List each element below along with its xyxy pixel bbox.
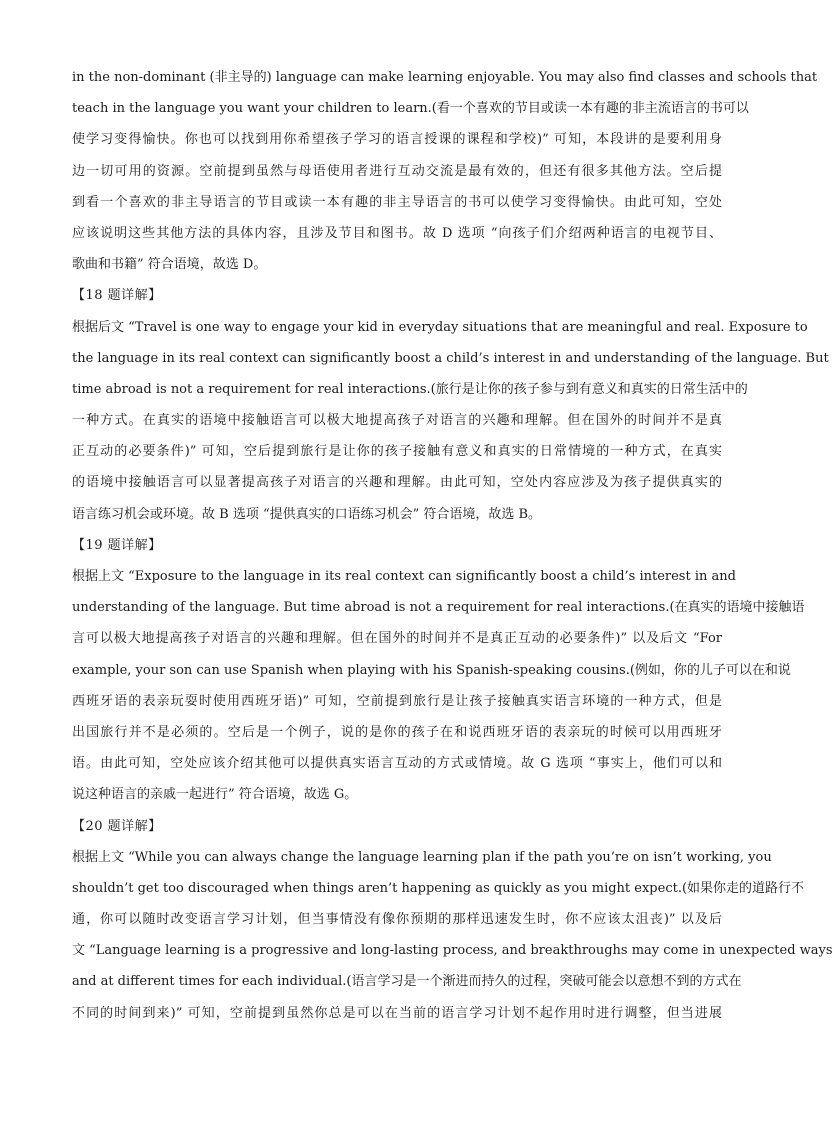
text-line: shouldn’t get too discouraged when things aren’t happening as quickly as you might expect.(如果你走的道路行不 — [72, 880, 805, 896]
section-heading: 【18 题详解】 — [72, 288, 162, 304]
text-line: 应该说明这些其他方法的具体内容，且涉及节目和图书。故 D 选项 “向孩子们介绍两种语言的电视节目、 — [72, 225, 722, 241]
text-line: example, your son can use Spanish when playing with his Spanish-speaking cousins.(例如，你的儿子可以在和说 — [72, 662, 791, 678]
text-line: 通，你可以随时改变语言学习计划，但当事情没有像你预期的那样迅速发生时，你不应该太沮丧)” 以及后 — [72, 912, 722, 928]
text-line: 的语境中接触语言可以显著提高孩子对语言的兴趣和理解。由此可知，空处内容应涉及为孩子提供真实的 — [72, 475, 722, 491]
section-heading: 【19 题详解】 — [72, 537, 162, 553]
text-line: 根据后文 “Travel is one way to engage your kid in everyday situations that are meaningful and real. Exposure to — [72, 319, 808, 335]
block-17-continued — [72, 62, 818, 280]
text-line: 西班牙语的表亲玩耍时使用西班牙语)” 可知，空前提到旅行是让孩子接触真实语言环境的一种方式，但是 — [72, 693, 722, 709]
document-body — [72, 62, 833, 1029]
section-18 — [72, 280, 829, 530]
section-19 — [72, 530, 805, 811]
text-line: 歌曲和书籍” 符合语境，故选 D。 — [72, 257, 267, 273]
text-line: 一种方式。在真实的语境中接触语言可以极大地提高孩子对语言的兴趣和理解。但在国外的时间并不是真 — [72, 413, 722, 429]
text-line: and at different times for each individual.(语言学习是一个渐进而持久的过程，突破可能会以意想不到的方式在 — [72, 974, 742, 990]
section-20 — [72, 811, 833, 1029]
text-line: 根据上文 “While you can always change the language learning plan if the path you’re on isn’t working, you — [72, 849, 772, 865]
text-line: 言可以极大地提高孩子对语言的兴趣和理解。但在国外的时间并不是真正互动的必要条件)” 以及后文 “For — [72, 631, 722, 647]
text-line: 到看一个喜欢的非主导语言的节目或读一本有趣的非主导语言的书可以使学习变得愉快。由此可知，空处 — [72, 194, 722, 210]
text-line: understanding of the language. But time abroad is not a requirement for real interactions.(在真实的语境中接触语 — [72, 600, 805, 616]
text-line: 语。由此可知，空处应该介绍其他可以提供真实语言互动的方式或情境。故 G 选项 “事实上，他们可以和 — [72, 756, 722, 772]
text-line: 出国旅行并不是必须的。空后是一个例子，说的是你的孩子在和说西班牙语的表亲玩的时候可以用西班牙 — [72, 724, 722, 740]
text-line: 说这种语言的亲戚一起进行” 符合语境，故选 G。 — [72, 787, 358, 803]
text-line: in the non-dominant (非主导的) language can make learning enjoyable. You may also find classes and schools that — [72, 70, 818, 85]
text-line: 正互动的必要条件)” 可知，空后提到旅行是让你的孩子接触有意义和真实的日常情境的一种方式，在真实 — [72, 444, 722, 460]
section-heading: 【20 题详解】 — [72, 818, 162, 834]
text-line: time abroad is not a requirement for real interactions.(旅行是让你的孩子参与到有意义和真实的日常生活中的 — [72, 381, 748, 397]
text-line: 语言练习机会或环境。故 B 选项 “提供真实的口语练习机会” 符合语境，故选 B。 — [72, 506, 542, 522]
text-line: 根据上文 “Exposure to the language in its real context can significantly boost a child’s interest in and — [72, 569, 736, 584]
text-line: the language in its real context can significantly boost a child’s interest in and understanding of the language. But — [72, 350, 829, 366]
text-line: 使学习变得愉快。你也可以找到用你希望孩子学习的语言授课的课程和学校)” 可知，本段讲的是要利用身 — [72, 132, 722, 148]
text-line: 边一切可用的资源。空前提到虽然与母语使用者进行互动交流是最有效的，但还有很多其他方法。空后提 — [72, 163, 722, 179]
text-line: teach in the language you want your children to learn.(看一个喜欢的节目或读一本有趣的非主流语言的书可以 — [72, 101, 749, 117]
text-line: 不同的时间到来)” 可知，空前提到虽然你总是可以在当前的语言学习计划不起作用时进行调整，但当进展 — [72, 1005, 722, 1021]
text-line: 文 “Language learning is a progressive and long-lasting process, and breakthroughs may come in unexpected ways — [72, 943, 833, 959]
